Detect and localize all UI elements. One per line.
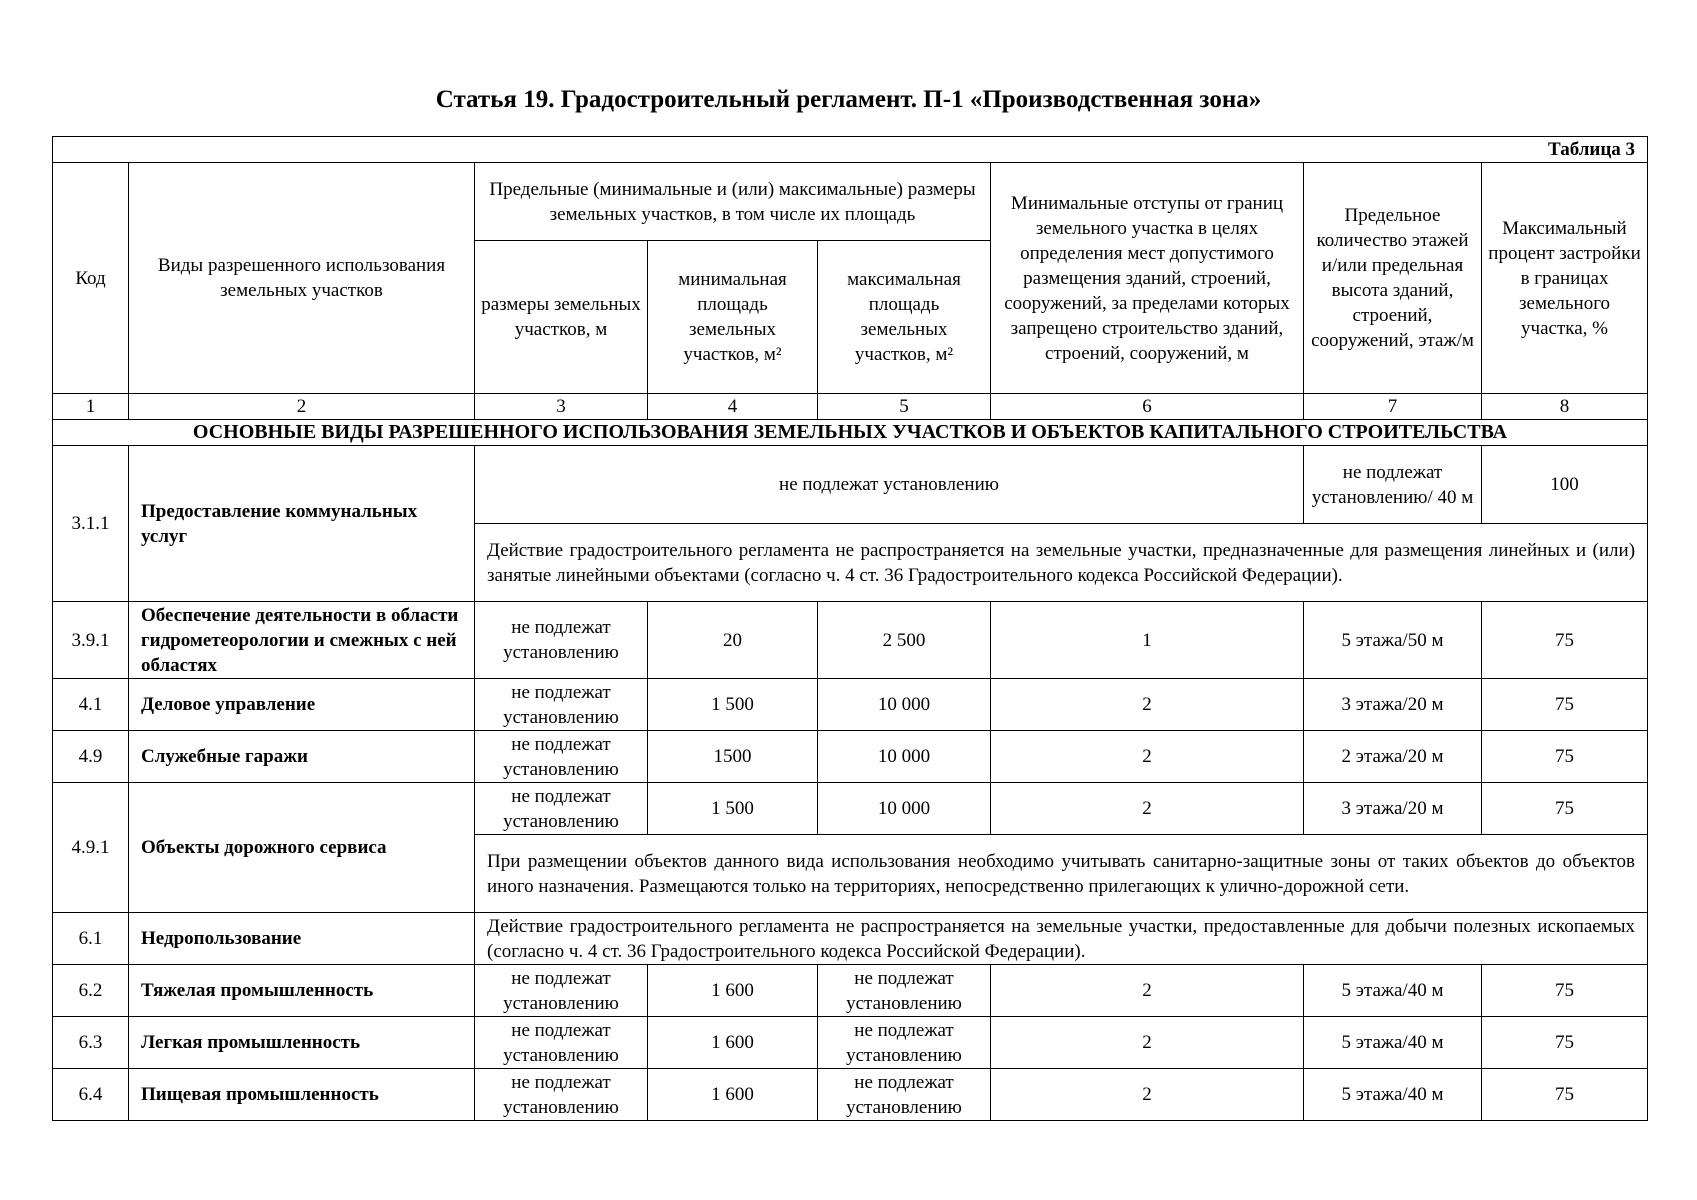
row-floors: 5 этажа/50 м [1304, 602, 1482, 679]
row-floors: 3 этажа/20 м [1304, 783, 1482, 835]
column-number: 8 [1482, 394, 1648, 420]
header-floors: Предельное количество этажей и/или предельная высота зданий, строений, сооружений, этаж/м [1304, 163, 1482, 394]
row-size: не подлежат установлению [475, 1017, 648, 1069]
table-row [53, 913, 1648, 965]
row-note: Действие градостроительного регламента не распространяется на земельные участки, предназначенные для размещения линейных и (или) занятые линейными объектами (согласно ч. 4 ст. 36 Градостроительного кодекса Российской Федерации). [475, 524, 1648, 602]
row-floors: 2 этажа/20 м [1304, 731, 1482, 783]
row-setback: 2 [991, 1017, 1304, 1069]
header-min-area: минимальная площадь земельных участков, м² [648, 241, 818, 394]
row-size: не подлежат установлению [475, 731, 648, 783]
header-code: Код [53, 163, 129, 394]
row-size: не подлежат установлению [475, 783, 648, 835]
row-floors: не подлежат установлению/ 40 м [1304, 446, 1482, 524]
row-code: 4.9 [53, 731, 129, 783]
row-setback: 2 [991, 731, 1304, 783]
row-code: 3.9.1 [53, 602, 129, 679]
row-max-area: 10 000 [818, 679, 991, 731]
row-code: 6.4 [53, 1069, 129, 1121]
row-min-area: 1 600 [648, 965, 818, 1017]
row-min-area: 20 [648, 602, 818, 679]
row-size: не подлежат установлению [475, 679, 648, 731]
row-note: Действие градостроительного регламента не распространяется на земельные участки, предоставленные для добычи полезных ископаемых (согласно ч. 4 ст. 36 Градостроительного кодекса Российской Федерации). [475, 913, 1648, 965]
table-row [53, 446, 1648, 524]
row-floors: 3 этажа/20 м [1304, 679, 1482, 731]
table-row [53, 783, 1648, 835]
header-use-types: Виды разрешенного использования земельных участков [129, 163, 475, 394]
header-percent: Максимальный процент застройки в границах земельного участка, % [1482, 163, 1648, 394]
row-setback: 1 [991, 602, 1304, 679]
table-row [53, 602, 1648, 679]
row-merged-value: не подлежат установлению [475, 446, 1304, 524]
row-percent: 75 [1482, 731, 1648, 783]
row-percent: 75 [1482, 1069, 1648, 1121]
row-min-area: 1 600 [648, 1017, 818, 1069]
row-max-area: не подлежат установлению [818, 965, 991, 1017]
header-size: размеры земельных участков, м [475, 241, 648, 394]
row-percent: 100 [1482, 446, 1648, 524]
row-percent: 75 [1482, 783, 1648, 835]
page-title: Статья 19. Градостроительный регламент. П-1 «Производственная зона» [435, 86, 1262, 113]
row-name: Обеспечение деятельности в области гидрометеорологии и смежных с ней областях [129, 602, 475, 679]
header-setback: Минимальные отступы от границ земельного участка в целях определения мест допустимого размещения зданий, строений, сооружений, за пределами которых запрещено строительство зданий, строений, сооружений, м [991, 163, 1304, 394]
table-row [53, 731, 1648, 783]
regulation-table [52, 136, 1648, 1121]
row-code: 4.9.1 [53, 783, 129, 913]
row-name: Пищевая промышленность [129, 1069, 475, 1121]
row-name: Служебные гаражи [129, 731, 475, 783]
row-name: Тяжелая промышленность [129, 965, 475, 1017]
header-size-group: Предельные (минимальные и (или) максимальные) размеры земельных участков, в том числе их площадь [475, 163, 991, 241]
column-number: 1 [53, 394, 129, 420]
row-max-area: 10 000 [818, 783, 991, 835]
row-max-area: 10 000 [818, 731, 991, 783]
row-percent: 75 [1482, 965, 1648, 1017]
row-max-area: не подлежат установлению [818, 1069, 991, 1121]
column-number-row [53, 394, 1648, 420]
row-percent: 75 [1482, 602, 1648, 679]
row-code: 6.2 [53, 965, 129, 1017]
row-name: Недропользование [129, 913, 475, 965]
row-floors: 5 этажа/40 м [1304, 1069, 1482, 1121]
table-row [53, 1069, 1648, 1121]
row-setback: 2 [991, 783, 1304, 835]
row-setback: 2 [991, 965, 1304, 1017]
row-size: не подлежат установлению [475, 602, 648, 679]
row-percent: 75 [1482, 679, 1648, 731]
column-number: 3 [475, 394, 648, 420]
header-max-area: максимальная площадь земельных участков, м² [818, 241, 991, 394]
row-min-area: 1 500 [648, 679, 818, 731]
row-min-area: 1 600 [648, 1069, 818, 1121]
row-setback: 2 [991, 1069, 1304, 1121]
row-name: Легкая промышленность [129, 1017, 475, 1069]
row-percent: 75 [1482, 1017, 1648, 1069]
column-number: 2 [129, 394, 475, 420]
table-row [53, 1017, 1648, 1069]
column-number: 5 [818, 394, 991, 420]
row-max-area: 2 500 [818, 602, 991, 679]
row-note: При размещении объектов данного вида использования необходимо учитывать санитарно-защитные зоны от таких объектов до объектов иного назначения. Размещаются только на территориях, непосредственно прилегающих к улично-дорожной сети. [475, 835, 1648, 913]
column-number: 4 [648, 394, 818, 420]
table-caption: Таблица 3 [53, 137, 1648, 163]
row-name: Деловое управление [129, 679, 475, 731]
table-row [53, 679, 1648, 731]
row-min-area: 1500 [648, 731, 818, 783]
row-size: не подлежат установлению [475, 965, 648, 1017]
row-floors: 5 этажа/40 м [1304, 1017, 1482, 1069]
table-row [53, 965, 1648, 1017]
row-floors: 5 этажа/40 м [1304, 965, 1482, 1017]
column-number: 7 [1304, 394, 1482, 420]
column-number: 6 [991, 394, 1304, 420]
row-code: 3.1.1 [53, 446, 129, 602]
row-setback: 2 [991, 679, 1304, 731]
row-name: Объекты дорожного сервиса [129, 783, 475, 913]
row-size: не подлежат установлению [475, 1069, 648, 1121]
row-code: 6.3 [53, 1017, 129, 1069]
section-heading: ОСНОВНЫЕ ВИДЫ РАЗРЕШЕННОГО ИСПОЛЬЗОВАНИЯ ЗЕМЕЛЬНЫХ УЧАСТКОВ И ОБЪЕКТОВ КАПИТАЛЬНОГО СТРОИТЕЛЬСТВА [53, 420, 1648, 446]
row-max-area: не подлежат установлению [818, 1017, 991, 1069]
row-code: 4.1 [53, 679, 129, 731]
row-min-area: 1 500 [648, 783, 818, 835]
row-name: Предоставление коммунальных услуг [129, 446, 475, 602]
row-code: 6.1 [53, 913, 129, 965]
